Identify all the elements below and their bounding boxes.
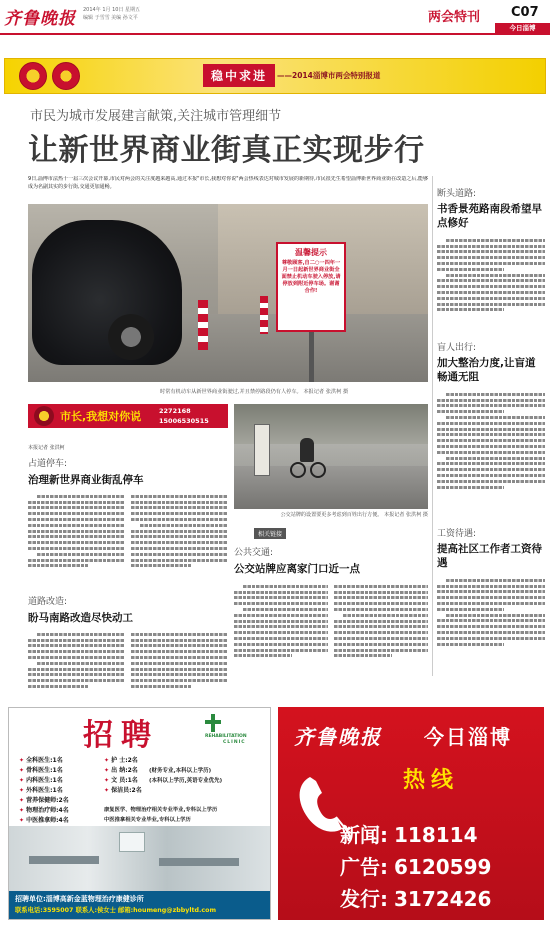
job-count: 2名 <box>127 767 138 774</box>
body-text-road-1 <box>28 630 125 706</box>
clinic-logo-icon <box>205 714 221 732</box>
job-role: 出 纳 <box>111 767 126 774</box>
job-count: 2名 <box>131 787 142 794</box>
hotline-number: 6120599 <box>394 855 492 879</box>
hotline-label: 广告: <box>340 855 388 879</box>
job-item: ✦ 外科医生:1名 <box>19 787 63 794</box>
hotline-number-2: 15006530515 <box>159 417 209 425</box>
job-note-clerk: (本科以上学历,英语专业优先) <box>149 778 223 784</box>
right-title-blind: 加大整治力度,让盲道畅通无阻 <box>437 357 536 383</box>
hotline-ad-heading: 热线 <box>403 768 460 793</box>
special-report-banner <box>4 58 546 94</box>
job-role: 全科医生 <box>26 757 51 764</box>
headline-kicker: 市民为城市发展建言献策,关注城市管理细节 <box>30 109 282 124</box>
star-bullet-icon: ✦ <box>19 767 27 774</box>
subsection-title-parking: 治理新世界商业街乱停车 <box>28 474 144 486</box>
right-label-salary: 工资待遇: <box>437 529 477 539</box>
body-text-road-2 <box>131 630 228 706</box>
subsection-label-transit: 公共交通: <box>234 548 274 558</box>
therapy-requirement: 康复医学、物理治疗相关专业毕业,专科以上学历 <box>104 807 218 813</box>
hotline-label: 新闻: <box>340 823 388 847</box>
job-item: ✦ 骨科医生:1名 <box>19 767 63 774</box>
job-item: ✦ 文 员:1名 <box>104 777 138 784</box>
star-bullet-icon: ✦ <box>19 797 27 804</box>
star-bullet-icon: ✦ <box>104 787 112 794</box>
job-item: ✦ 物理治疗师:4名 <box>19 807 69 814</box>
right-label-road: 断头道路: <box>437 189 477 199</box>
job-count: 2名 <box>127 757 138 764</box>
job-count: 1名 <box>52 767 63 774</box>
recruitment-footer <box>9 891 271 920</box>
clinic-brand-2: CLINIC <box>223 740 246 745</box>
star-bullet-icon: ✦ <box>104 767 112 774</box>
hotline-number: 3172426 <box>394 887 492 911</box>
photo-bus-stop <box>234 404 428 509</box>
star-bullet-icon: ✦ <box>19 757 27 764</box>
masthead <box>0 0 550 34</box>
body-text-right-blind <box>437 390 545 522</box>
job-item: ✦ 内科医生:1名 <box>19 777 63 784</box>
star-bullet-icon: ✦ <box>19 807 27 814</box>
sign-pole <box>309 332 314 382</box>
job-role: 护 士 <box>111 757 126 764</box>
column-b <box>234 545 428 682</box>
hotline-label: 发行: <box>340 887 388 911</box>
window-icon <box>119 832 145 852</box>
hotline-ad <box>278 707 544 920</box>
job-role: 保洁员 <box>111 787 130 794</box>
hotline-number-1: 2272168 <box>159 407 191 415</box>
body-text-transit-2 <box>334 582 428 682</box>
star-bullet-icon: ✦ <box>19 817 27 824</box>
right-title-road: 书香景苑路南段希望早点修好 <box>437 203 542 229</box>
photo1-caption: 时常有机动车从新世界商业街驶过,并且禁停路段仍有人停车。 本报记者 张洪柯 摄 <box>160 389 349 395</box>
hotline-emblem-icon <box>34 406 54 426</box>
hotline-number: 118114 <box>394 823 478 847</box>
massage-requirement: 中医推拿相关专业毕业,专科以上学历 <box>104 817 191 823</box>
job-count: 1名 <box>52 777 63 784</box>
job-role: 内科医生 <box>26 777 51 784</box>
recruitment-title: 招聘 <box>83 718 159 753</box>
job-role: 物理治疗师 <box>26 807 57 814</box>
section-title: 两会特刊 <box>428 10 481 25</box>
bus-stop-sign-icon <box>254 424 270 476</box>
masthead-logo: 齐鲁晚报 <box>4 9 76 29</box>
subsection-title-transit: 公交站牌应离家门口近一点 <box>234 563 360 575</box>
body-text-transit-1 <box>234 582 328 682</box>
treatment-bed-icon-2 <box>159 858 239 866</box>
bicycle-wheel-icon-2 <box>310 462 326 478</box>
job-role: 中医推拿师 <box>26 817 57 824</box>
bollard-icon <box>198 300 208 350</box>
hotline-row <box>340 883 540 915</box>
bicycle-wheel-icon <box>290 462 306 478</box>
sign-text: 尊敬顾客,自二○一四年一月一日起新世界商业街全面禁止机动车驶入停放,请停放到附近停车场。谢谢合作! <box>281 260 341 294</box>
hotline-row <box>340 819 540 851</box>
star-bullet-icon: ✦ <box>19 777 27 784</box>
right-column <box>437 186 545 668</box>
hotline-ad-logo: 齐鲁晚报 <box>294 725 382 749</box>
body-text-parking-2 <box>131 492 228 590</box>
job-item: ✦ 护 士:2名 <box>104 757 138 764</box>
body-text-right-salary <box>437 576 545 668</box>
warning-sign <box>276 242 346 332</box>
sign-title: 温馨提示 <box>295 248 327 257</box>
hotline-title: 市长,我想对你说 <box>60 410 142 423</box>
byline: 本报记者 张洪柯 <box>28 445 65 451</box>
bollard-icon-2 <box>260 296 268 334</box>
masthead-meta-date: 2014年 1月 10日 星期五 <box>83 7 141 13</box>
job-count: 2名 <box>58 797 69 804</box>
ad-photo-strip <box>9 826 271 891</box>
headline-main: 让新世界商业街真正实现步行 <box>28 133 425 168</box>
star-bullet-icon: ✦ <box>104 777 112 784</box>
page-number: C07 <box>511 5 539 20</box>
job-item: ✦ 保洁员:2名 <box>104 787 142 794</box>
job-count: 1名 <box>127 777 138 784</box>
job-count: 4名 <box>58 807 69 814</box>
job-count: 1名 <box>52 787 63 794</box>
recruitment-ad <box>8 707 271 920</box>
hotline-ad-edition: 今日淄博 <box>424 725 512 749</box>
recruiter-name: 招聘单位:淄博高新金蓝物理治疗康健诊所 <box>15 895 144 903</box>
star-bullet-icon: ✦ <box>104 757 112 764</box>
job-item: ✦ 中医推拿师:4名 <box>19 817 69 824</box>
job-role: 骨科医生 <box>26 767 51 774</box>
emblem-icon <box>19 62 47 90</box>
column-a <box>28 456 228 706</box>
right-label-blind: 盲人出行: <box>437 343 477 353</box>
photo-street-parking <box>28 204 428 382</box>
job-count: 4名 <box>58 817 69 824</box>
job-item: ✦ 营养保健师:2名 <box>19 797 69 804</box>
hotline-row <box>340 851 540 883</box>
job-count: 1名 <box>52 757 63 764</box>
job-role: 外科医生 <box>26 787 51 794</box>
body-text-right-road <box>437 236 545 336</box>
right-title-salary: 提高社区工作者工资待遇 <box>437 543 542 569</box>
recruiter-contact: 联系电话:3595007 联系人:侯女士 邮箱:houmeng@zbbyltd.com <box>15 907 217 914</box>
treatment-bed-icon <box>29 856 99 864</box>
masthead-rule <box>0 33 550 35</box>
car-icon <box>32 220 182 365</box>
subsection-label-road: 道路改造: <box>28 597 68 607</box>
body-text-parking-1 <box>28 492 125 590</box>
hotline-bar <box>28 404 228 428</box>
job-role: 营养保健师 <box>26 797 57 804</box>
cyclist-icon <box>300 438 314 462</box>
emblem-icon-2 <box>52 62 80 90</box>
masthead-meta-editor: 编辑 于雪雪 美编 孙文平 <box>83 15 138 21</box>
car-wheel-icon <box>108 314 154 360</box>
photo2-caption: 公交站牌的设置要更多考虑到百姓出行方便。 本报记者 张洪柯 摄 <box>280 512 428 518</box>
right-column-divider <box>432 176 433 676</box>
job-item: ✦ 出 纳:2名 <box>104 767 138 774</box>
subsection-label-parking: 占道停车: <box>28 459 68 469</box>
star-bullet-icon: ✦ <box>19 787 27 794</box>
job-role: 文 员 <box>111 777 126 784</box>
hotline-numbers <box>340 819 540 915</box>
job-note-finance: (财务专业,本科以上学历) <box>149 768 212 774</box>
edition-tab: 今日淄博 <box>495 23 550 33</box>
lead-paragraph: 9日,淄博市法热十一届三次会议开幕,市民对两会的关注度越来越高,通过本报"市长,我想对你说"两会热线表达对城市发展的新期待,市民很先生希望淄博新世界商业街在改造之后,能够成为名副其实的步行街,交通更加通畅。 <box>28 176 428 190</box>
job-item: ✦ 全科医生:1名 <box>19 757 63 764</box>
banner-subtitle: ——2014淄博市两会特别报道 <box>277 71 381 80</box>
related-link-tag[interactable]: 相关链接 <box>254 528 286 539</box>
subsection-title-road: 盼马南路改造尽快动工 <box>28 612 133 624</box>
clinic-brand-1: REHABILITATION <box>205 734 247 739</box>
banner-title: 稳中求进 <box>203 64 275 87</box>
